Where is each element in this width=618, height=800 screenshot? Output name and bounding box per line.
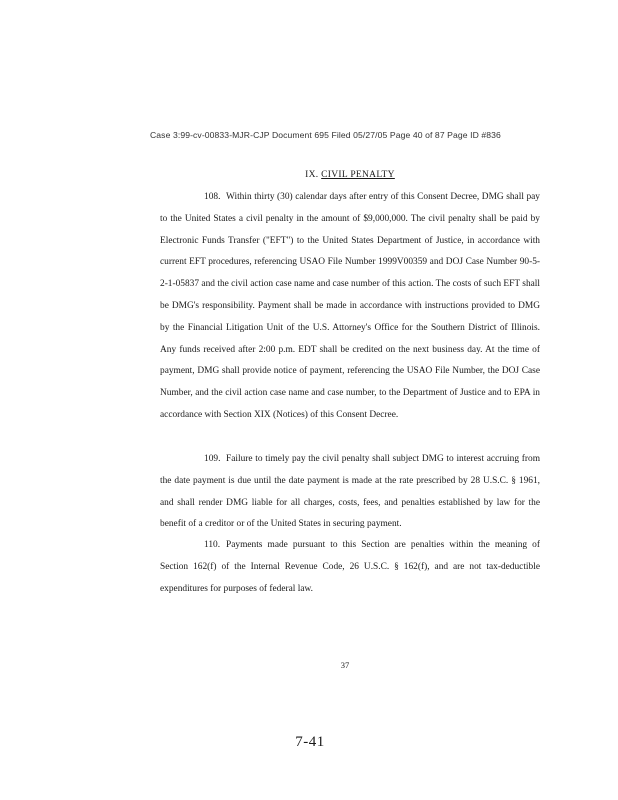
paragraph-text: Payments made pursuant to this Section are penalties within the meaning of Section 162(f) of the Internal Revenue Code, 26 U.S.C. § 162(f), and are not tax-deductible expenditures for purposes of federal law. [160, 540, 540, 594]
section-heading [160, 170, 540, 180]
exhibit-number: 7-41 [295, 734, 325, 750]
paragraph-110 [160, 535, 540, 600]
paragraph-text: Within thirty (30) calendar days after entry of this Consent Decree, DMG shall pay to the United States a civil penalty in the amount of $9,000,000. The civil penalty shall be paid by Electronic Funds Transfer ("EFT") to the United States Department of Justice, in accordance with current EFT procedures, referencing USAO File Number 1999V00359 and DOJ Case Number 90-5-2-1-05837 and the civil action case name and case number of this action. The costs of such EFT shall be DMG's responsibility. Payment shall be made in accordance with instructions provided to DMG by the Financial Litigation Unit of the U.S. Attorney's Office for the Southern District of Illinois. Any funds received after 2:00 p.m. EDT shall be credited on the next business day. At the time of payment, DMG shall provide notice of payment, referencing the USAO File Number, the DOJ Case Number, and the civil action case name and case number, to the Department of Justice and to EPA in accordance with Section XIX (Notices) of this Consent Decree. [160, 192, 540, 420]
case-header: Case 3:99-cv-00833-MJR-CJP Document 695 Filed 05/27/05 Page 40 of 87 Page ID #836 [150, 130, 501, 140]
section-title: CIVIL PENALTY [321, 170, 395, 180]
paragraph-number: 108. [204, 192, 221, 202]
paragraph-108 [160, 187, 540, 427]
section-roman-numeral: IX. [305, 170, 319, 180]
paragraph-number: 110. [204, 540, 221, 550]
paragraph-number: 109. [204, 454, 221, 464]
page-number: 37 [340, 660, 350, 670]
paragraph-text: Failure to timely pay the civil penalty shall subject DMG to interest accruing from the date payment is due until the date payment is made at the rate prescribed by 28 U.S.C. § 1961, and shall render DMG liable for all charges, costs, fees, and penalties established by law for the benefit of a creditor or of the United States in securing payment. [160, 454, 540, 530]
paragraph-109 [160, 449, 540, 536]
